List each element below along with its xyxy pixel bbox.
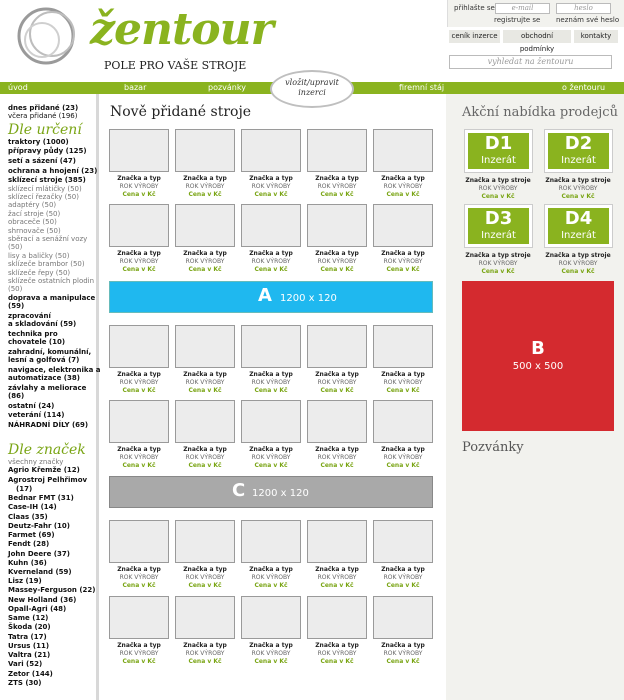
sidebar-category[interactable]: automatizace (38) [8, 374, 80, 383]
password-input[interactable]: heslo [556, 3, 611, 14]
listing-title[interactable]: Značka a typ [183, 642, 227, 649]
listing-year: ROK VÝROBY [251, 574, 291, 581]
listing-title[interactable]: Značka a typ [117, 250, 161, 257]
listing-thumbnail[interactable] [241, 400, 301, 443]
listing-year: ROK VÝROBY [185, 258, 225, 265]
sidebar-item-today[interactable]: dnes přidané (23) [8, 104, 79, 112]
sidebar-brand[interactable]: John Deere (37) [8, 549, 70, 558]
sidebar-category[interactable]: (50) [8, 285, 23, 294]
nav-item-about[interactable]: o žentouru [562, 83, 606, 92]
listing-thumbnail[interactable] [241, 204, 301, 247]
sidebar-brand[interactable]: Agrostroj Pelhřimov [8, 475, 88, 484]
sidebar-category[interactable]: zpracování [8, 311, 51, 320]
listing-year: ROK VÝROBY [317, 650, 357, 657]
sidebar-brand[interactable]: Ursus (11) [8, 641, 50, 650]
sidebar-category[interactable]: žací stroje (50) [8, 209, 61, 218]
banner-b-letter: B [531, 338, 545, 359]
listing-title[interactable]: Značka a typ [381, 642, 425, 649]
listing-price: Cena v Kč [122, 266, 156, 273]
listing-title[interactable]: Značka a typ [117, 371, 161, 378]
listing-year: ROK VÝROBY [185, 574, 225, 581]
sidebar-heading-purpose: Dle určení [8, 121, 82, 138]
sidebar-category[interactable]: obraceče (50) [8, 218, 57, 227]
sidebar-brand[interactable]: New Holland (36) [8, 595, 77, 604]
sidebar-brand[interactable]: Massey-Ferguson (22) [8, 586, 96, 595]
listing-title[interactable]: Značka a typ [183, 446, 227, 453]
sidebar-category[interactable]: shrnovače (50) [8, 226, 61, 235]
tagline: POLE PRO VAŠE STROJE [104, 59, 247, 72]
dealer-ad-letter: D2 [564, 133, 593, 154]
listing-year: ROK VÝROBY [383, 379, 423, 386]
sidebar-category[interactable]: doprava a manipulace [8, 293, 96, 302]
listing-thumbnail[interactable] [109, 596, 169, 639]
login-label: přihlašte se [454, 4, 495, 12]
listing-thumbnail[interactable] [109, 325, 169, 368]
dealer-listing-title[interactable]: Značka a typ stroje [545, 177, 611, 184]
sidebar-brand[interactable]: Vari (52) [8, 660, 43, 669]
sidebar-divider [96, 94, 99, 700]
sidebar-brand[interactable]: (17) [16, 484, 33, 493]
contacts-link[interactable]: kontakty [574, 30, 618, 43]
sidebar-category[interactable]: lesní a golfová (7) [8, 356, 80, 365]
logo-text: žentour [90, 4, 273, 55]
listing-thumbnail[interactable] [307, 204, 367, 247]
dealer-listing-year: ROK VÝROBY [558, 185, 598, 192]
pricing-link[interactable]: ceník inzerce [449, 30, 500, 43]
listing-year: ROK VÝROBY [185, 650, 225, 657]
listing-year: ROK VÝROBY [251, 258, 291, 265]
banner-a-letter: A [258, 285, 272, 306]
listing-title[interactable]: Značka a typ [183, 250, 227, 257]
sidebar-category[interactable]: (86) [8, 392, 25, 401]
listing-title[interactable]: Značka a typ [249, 642, 293, 649]
listing-title[interactable]: Značka a typ [249, 175, 293, 182]
terms-link[interactable]: obchodní podmínky [503, 30, 571, 43]
listing-price: Cena v Kč [122, 387, 156, 394]
listing-price: Cena v Kč [320, 462, 354, 469]
listing-thumbnail[interactable] [109, 204, 169, 247]
sidebar-category[interactable]: veterání (114) [8, 411, 65, 420]
listing-title[interactable]: Značka a typ [315, 175, 359, 182]
listing-year: ROK VÝROBY [119, 574, 159, 581]
sidebar-brand[interactable]: Claas (35) [8, 512, 48, 521]
register-link[interactable]: registrujte se [494, 16, 541, 24]
listing-title[interactable]: Značka a typ [183, 371, 227, 378]
sidebar-category[interactable]: sklízecí stroje (385) [8, 176, 86, 185]
listing-thumbnail[interactable] [307, 596, 367, 639]
listing-price: Cena v Kč [254, 462, 288, 469]
listing-year: ROK VÝROBY [317, 454, 357, 461]
add-edit-line-2: inzerci [298, 88, 326, 97]
add-edit-line-1: vložit/upravit [285, 78, 339, 87]
listing-thumbnail[interactable] [307, 325, 367, 368]
listing-title[interactable]: Značka a typ [381, 446, 425, 453]
sidebar-brand[interactable]: Same (12) [8, 614, 49, 623]
dealer-ad-sub: Inzerát [561, 155, 596, 166]
sidebar-brand[interactable]: Opall-Agri (48) [8, 604, 67, 613]
sidebar-category[interactable]: setí a sázení (47) [8, 157, 76, 165]
listing-year: ROK VÝROBY [383, 183, 423, 190]
listing-year: ROK VÝROBY [317, 258, 357, 265]
sidebar-brand[interactable]: Tatra (17) [8, 632, 47, 641]
dealer-listing-year: ROK VÝROBY [478, 260, 518, 267]
listing-title[interactable]: Značka a typ [381, 175, 425, 182]
sidebar-category[interactable]: technika pro [8, 329, 58, 338]
dealer-listing-title[interactable]: Značka a typ stroje [465, 177, 531, 184]
listing-thumbnail[interactable] [175, 325, 235, 368]
listing-title[interactable]: Značka a typ [381, 566, 425, 573]
banner-c-letter: C [232, 480, 246, 501]
listing-year: ROK VÝROBY [251, 183, 291, 190]
listing-price: Cena v Kč [122, 658, 156, 665]
sidebar-category[interactable]: ostatní (24) [8, 401, 55, 410]
listing-price: Cena v Kč [122, 582, 156, 589]
dealer-listing-price: Cena v Kč [481, 193, 515, 200]
listing-year: ROK VÝROBY [119, 183, 159, 190]
listing-year: ROK VÝROBY [119, 258, 159, 265]
sidebar-heading-brands: Dle značek [8, 442, 86, 458]
listing-year: ROK VÝROBY [383, 650, 423, 657]
listing-year: ROK VÝROBY [119, 454, 159, 461]
listing-year: ROK VÝROBY [383, 454, 423, 461]
dealer-listing-year: ROK VÝROBY [478, 185, 518, 192]
listing-title[interactable]: Značka a typ [249, 566, 293, 573]
invitations-title: Pozvánky [462, 440, 524, 455]
page-title: Nově přidané stroje [110, 104, 252, 120]
listing-thumbnail[interactable] [175, 129, 235, 172]
listing-year: ROK VÝROBY [383, 574, 423, 581]
sidebar-brand[interactable]: Fendt (28) [8, 540, 50, 549]
listing-title[interactable]: Značka a typ [117, 175, 161, 182]
sidebar-brand[interactable]: ZTS (30) [8, 678, 42, 687]
sidebar-category[interactable]: a skladování (59) [8, 320, 77, 329]
listing-thumbnail[interactable] [241, 325, 301, 368]
sidebar-category[interactable]: přípravy půdy (125) [8, 147, 87, 156]
dealer-ad-d4[interactable] [545, 205, 612, 247]
dealer-listing-price: Cena v Kč [561, 193, 595, 200]
listing-title[interactable]: Značka a typ [117, 642, 161, 649]
listing-thumbnail[interactable] [175, 400, 235, 443]
listing-title[interactable]: Značka a typ [249, 250, 293, 257]
listing-title[interactable]: Značka a typ [117, 446, 161, 453]
listing-year: ROK VÝROBY [185, 379, 225, 386]
listing-price: Cena v Kč [320, 191, 354, 198]
sidebar-brand[interactable]: Deutz-Fahr (10) [8, 521, 70, 530]
listing-thumbnail[interactable] [241, 129, 301, 172]
listing-title[interactable]: Značka a typ [381, 371, 425, 378]
banner-a[interactable] [109, 281, 433, 313]
sidebar-brand[interactable]: Škoda (20) [8, 623, 51, 632]
listing-price: Cena v Kč [254, 582, 288, 589]
dealer-ad-letter: D1 [484, 133, 513, 154]
search-input[interactable]: vyhledat na žentouru [449, 55, 612, 69]
listing-price: Cena v Kč [386, 658, 420, 665]
listing-price: Cena v Kč [188, 462, 222, 469]
listing-thumbnail[interactable] [373, 129, 433, 172]
sidebar-brand[interactable]: Lisz (19) [8, 577, 42, 586]
listing-price: Cena v Kč [122, 191, 156, 198]
listing-thumbnail[interactable] [175, 520, 235, 563]
listing-price: Cena v Kč [320, 658, 354, 665]
listing-price: Cena v Kč [320, 266, 354, 273]
sidebar-brand[interactable]: Agrio Křemže (12) [8, 466, 80, 475]
sidebar-brand[interactable]: Case-IH (14) [8, 503, 57, 512]
listing-year: ROK VÝROBY [119, 650, 159, 657]
listing-year: ROK VÝROBY [317, 379, 357, 386]
sidebar-brand[interactable]: Valtra (21) [8, 651, 51, 660]
dealer-ad-letter: D3 [484, 208, 513, 229]
dealer-ad-sub: Inzerát [561, 230, 596, 241]
sidebar-category[interactable]: lisy a baličky (50) [8, 251, 70, 260]
listing-thumbnail[interactable] [241, 596, 301, 639]
listing-thumbnail[interactable] [109, 129, 169, 172]
listing-price: Cena v Kč [188, 191, 222, 198]
listing-thumbnail[interactable] [109, 520, 169, 563]
nav-item-bazaar[interactable]: bazar [124, 83, 147, 92]
listing-title[interactable]: Značka a typ [315, 642, 359, 649]
sidebar-all-brands[interactable]: všechny značky [8, 458, 64, 466]
sidebar-category[interactable]: sklízeče brambor (50) [8, 260, 85, 269]
listing-price: Cena v Kč [122, 462, 156, 469]
listing-price: Cena v Kč [254, 658, 288, 665]
listing-title[interactable]: Značka a typ [315, 566, 359, 573]
listing-year: ROK VÝROBY [185, 183, 225, 190]
listing-thumbnail[interactable] [373, 325, 433, 368]
listing-year: ROK VÝROBY [185, 454, 225, 461]
sidebar-category[interactable]: sklízecí řezačky (50) [8, 193, 79, 201]
listing-year: ROK VÝROBY [383, 258, 423, 265]
dealer-ad-d3[interactable] [465, 205, 532, 247]
sidebar-category[interactable]: závlahy a meliorace [8, 383, 87, 392]
sidebar-category[interactable]: navigace, elektronika a [8, 365, 101, 374]
sidebar-category[interactable]: adaptéry (50) [8, 201, 57, 210]
listing-thumbnail[interactable] [109, 400, 169, 443]
listing-title[interactable]: Značka a typ [315, 446, 359, 453]
sidebar-category[interactable]: zahradní, komunální, [8, 347, 92, 356]
listing-price: Cena v Kč [254, 191, 288, 198]
banner-c-size: 1200 x 120 [252, 488, 309, 499]
dealer-listing-price: Cena v Kč [561, 268, 595, 275]
listing-thumbnail[interactable] [175, 596, 235, 639]
listing-thumbnail[interactable] [373, 596, 433, 639]
sidebar-category[interactable]: sběrací a senážní vozy [8, 235, 88, 243]
banner-b[interactable] [462, 281, 614, 431]
sidebar-category[interactable]: sklízeče ostatních plodin [8, 277, 95, 285]
nav-item-invitations[interactable]: pozvánky [208, 83, 246, 92]
sidebar-brand[interactable]: Kverneland (59) [8, 567, 72, 576]
listing-thumbnail[interactable] [307, 400, 367, 443]
banner-c[interactable] [109, 476, 433, 508]
dealer-listing-year: ROK VÝROBY [558, 260, 598, 267]
dealer-ad-sub: Inzerát [481, 230, 516, 241]
sidebar-category[interactable]: traktory (1000) [8, 137, 69, 146]
forgot-password-link[interactable]: neznám své heslo [556, 16, 620, 24]
listing-price: Cena v Kč [386, 582, 420, 589]
dealer-ad-d2[interactable] [545, 130, 612, 172]
listing-title[interactable]: Značka a typ [249, 446, 293, 453]
sidebar-category[interactable]: chovatele (10) [8, 338, 66, 347]
listing-title[interactable]: Značka a typ [183, 566, 227, 573]
logo-circles-icon [12, 4, 102, 74]
dealer-offers-title: Akční nabídka prodejců [462, 105, 618, 120]
banner-b-size: 500 x 500 [512, 361, 564, 372]
sidebar-brand[interactable]: Bednar FMT (31) [8, 494, 74, 503]
sidebar-category[interactable]: sklízecí mlátičky (50) [8, 184, 82, 193]
listing-title[interactable]: Značka a typ [249, 371, 293, 378]
listing-thumbnail[interactable] [307, 520, 367, 563]
listing-price: Cena v Kč [386, 387, 420, 394]
listing-price: Cena v Kč [320, 582, 354, 589]
listing-thumbnail[interactable] [373, 400, 433, 443]
listing-price: Cena v Kč [320, 387, 354, 394]
listing-year: ROK VÝROBY [251, 379, 291, 386]
sidebar-category[interactable]: (59) [8, 302, 25, 311]
sidebar-category[interactable]: ochrana a hnojení (23) [8, 166, 98, 175]
listing-year: ROK VÝROBY [317, 574, 357, 581]
listing-thumbnail[interactable] [307, 129, 367, 172]
listing-thumbnail[interactable] [373, 520, 433, 563]
dealer-ad-letter: D4 [564, 208, 593, 229]
listing-thumbnail[interactable] [241, 520, 301, 563]
listing-title[interactable]: Značka a typ [183, 175, 227, 182]
sidebar-item-yesterday[interactable]: včera přidané (196) [8, 112, 78, 121]
listing-price: Cena v Kč [188, 658, 222, 665]
dealer-ad-sub: Inzerát [481, 155, 516, 166]
listing-price: Cena v Kč [188, 582, 222, 589]
sidebar-category[interactable]: (50) [8, 243, 23, 252]
listing-thumbnail[interactable] [373, 204, 433, 247]
dealer-ad-d1[interactable] [465, 130, 532, 172]
listing-price: Cena v Kč [386, 191, 420, 198]
sidebar-category[interactable]: sklízeče řepy (50) [8, 268, 71, 277]
listing-title[interactable]: Značka a typ [315, 371, 359, 378]
listing-year: ROK VÝROBY [251, 454, 291, 461]
listing-title[interactable]: Značka a typ [381, 250, 425, 257]
sidebar-brand[interactable]: Kuhn (36) [8, 558, 47, 567]
sidebar-brand[interactable]: Farmet (69) [8, 531, 55, 540]
sidebar-category[interactable]: NÁHRADNÍ DÍLY (69) [8, 421, 89, 429]
dealer-listing-title[interactable]: Značka a typ stroje [545, 252, 611, 259]
dealer-listing-title[interactable]: Značka a typ stroje [465, 252, 531, 259]
listing-thumbnail[interactable] [175, 204, 235, 247]
listing-title[interactable]: Značka a typ [117, 566, 161, 573]
banner-a-size: 1200 x 120 [280, 293, 337, 304]
listing-year: ROK VÝROBY [251, 650, 291, 657]
listing-year: ROK VÝROBY [317, 183, 357, 190]
email-input[interactable]: e-mail [495, 3, 550, 14]
listing-price: Cena v Kč [254, 266, 288, 273]
listing-price: Cena v Kč [188, 387, 222, 394]
listing-price: Cena v Kč [188, 266, 222, 273]
add-edit-listing-button[interactable] [270, 70, 354, 108]
nav-item-home[interactable]: úvod [8, 83, 28, 92]
listing-year: ROK VÝROBY [119, 379, 159, 386]
listing-price: Cena v Kč [386, 266, 420, 273]
sidebar-brand[interactable]: Zetor (144) [8, 669, 53, 678]
listing-title[interactable]: Značka a typ [315, 250, 359, 257]
nav-item-company-stable[interactable]: firemní stáj [399, 83, 445, 92]
listing-price: Cena v Kč [254, 387, 288, 394]
dealer-listing-price: Cena v Kč [481, 268, 515, 275]
listing-price: Cena v Kč [386, 462, 420, 469]
